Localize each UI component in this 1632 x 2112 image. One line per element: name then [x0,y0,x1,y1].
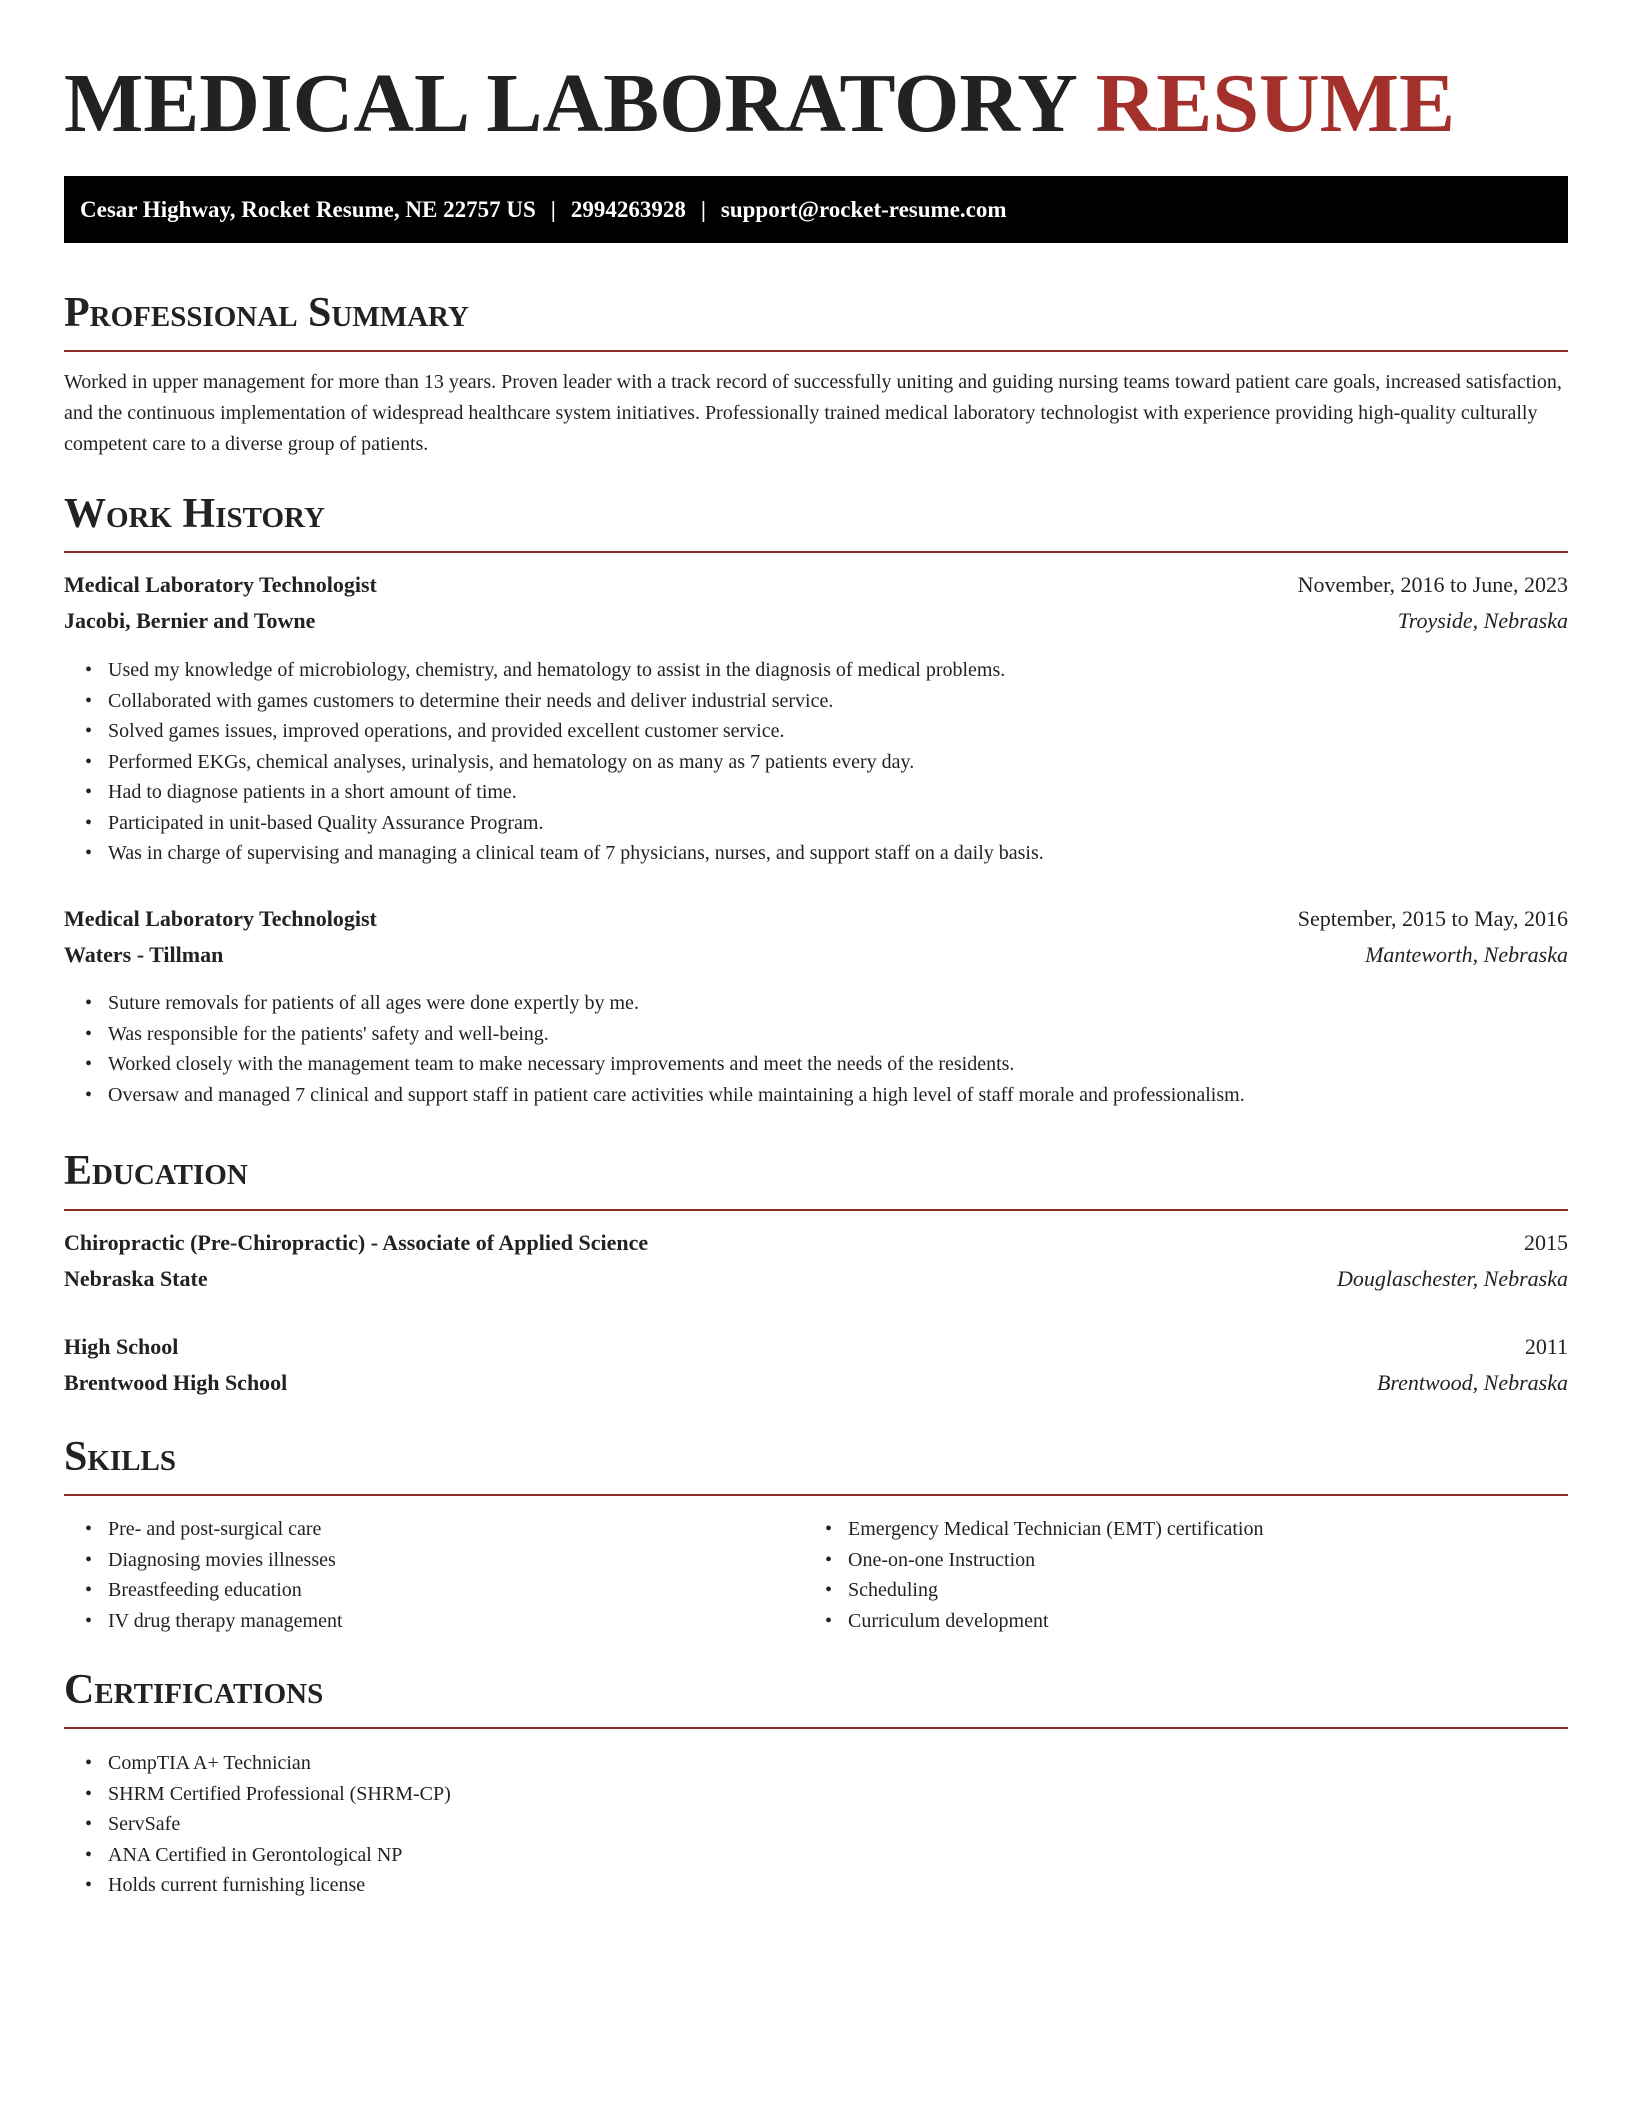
contact-separator: | [700,196,706,222]
job-duties-list [64,655,1044,869]
skills-list-right [804,1514,1263,1636]
list-item: • Emergency Medical Technician (EMT) certification [848,1514,1263,1545]
job-company: Waters - Tillman [64,942,224,967]
list-item: • Worked closely with the management team to make necessary improvements and meet the needs of the residents. [108,1049,1245,1080]
job-dates: September, 2015 to May, 2016 [1297,906,1568,931]
job-company: Jacobi, Bernier and Towne [64,608,316,633]
job-title: Medical Laboratory Technologist [64,906,377,931]
section-divider [64,1209,1568,1211]
section-divider [64,1494,1568,1496]
list-item: • Pre- and post-surgical care [108,1514,343,1545]
contact-separator: | [550,196,556,222]
list-item: • Participated in unit-based Quality Assurance Program. [108,808,1044,839]
education-year: 2015 [1524,1230,1568,1255]
list-item: • Holds current furnishing license [108,1870,451,1901]
job-title-row [64,571,1568,599]
education-year: 2011 [1524,1334,1568,1359]
education-school: Nebraska State [64,1266,208,1291]
list-item: • Diagnosing movies illnesses [108,1545,343,1576]
list-item: • Was responsible for the patients' safety and well-being. [108,1019,1245,1050]
skills-heading: Skills [64,1434,177,1480]
list-item: • One-on-one Instruction [848,1545,1263,1576]
education-school-row [64,1369,1568,1397]
list-item: • Curriculum development [848,1606,1263,1637]
list-item: • ServSafe [108,1809,451,1840]
contact-phone: 2994263928 [570,196,686,222]
job-company-row [64,607,1568,635]
list-item: • Used my knowledge of microbiology, chemistry, and hematology to assist in the diagnosis of medical problems. [108,655,1044,686]
certifications-heading: Certifications [64,1667,324,1713]
section-divider [64,551,1568,553]
list-item: • IV drug therapy management [108,1606,343,1637]
list-item: • Solved games issues, improved operations, and provided excellent customer service. [108,716,1044,747]
job-duties-list [64,988,1245,1110]
job-dates: November, 2016 to June, 2023 [1297,572,1568,597]
education-degree: High School [64,1334,179,1359]
education-heading: Education [64,1148,248,1194]
resume-title [64,56,1455,152]
list-item: • Collaborated with games customers to determine their needs and deliver industrial service. [108,686,1044,717]
list-item: • Oversaw and managed 7 clinical and support staff in patient care activities while maintaining a high level of staff morale and professionalism. [108,1080,1245,1111]
list-item: • Scheduling [848,1575,1263,1606]
contact-email: support@rocket-resume.com [720,196,1007,222]
education-degree: Chiropractic (Pre-Chiropractic) - Associate of Applied Science [64,1230,649,1255]
education-degree-row [64,1229,1568,1257]
job-location: Manteworth, Nebraska [1365,942,1568,967]
education-location: Douglaschester, Nebraska [1337,1266,1568,1291]
list-item: • ANA Certified in Gerontological NP [108,1840,451,1871]
section-divider [64,1727,1568,1729]
list-item: • Was in charge of supervising and managing a clinical team of 7 physicians, nurses, and support staff on a daily basis. [108,838,1044,869]
summary-heading: Professional Summary [64,290,469,336]
education-degree-row [64,1333,1568,1361]
list-item: • Breastfeeding education [108,1575,343,1606]
list-item: • Suture removals for patients of all ages were done expertly by me. [108,988,1245,1019]
education-school-row [64,1265,1568,1293]
list-item: • SHRM Certified Professional (SHRM-CP) [108,1779,451,1810]
contact-bar [64,176,1568,243]
certifications-list [64,1748,451,1901]
list-item: • CompTIA A+ Technician [108,1748,451,1779]
work-history-heading: Work History [64,491,325,537]
section-divider [64,350,1568,352]
contact-address: Cesar Highway, Rocket Resume, NE 22757 US [80,196,536,222]
education-location: Brentwood, Nebraska [1376,1370,1568,1395]
resume-title-accent: RESUME [1095,57,1456,150]
job-title-row [64,905,1568,933]
job-title: Medical Laboratory Technologist [64,572,377,597]
job-location: Troyside, Nebraska [1397,608,1568,633]
resume-title-main: MEDICAL LABORATORY [64,57,1075,150]
list-item: • Had to diagnose patients in a short amount of time. [108,777,1044,808]
education-school: Brentwood High School [64,1370,288,1395]
job-company-row [64,941,1568,969]
summary-text: Worked in upper management for more than 13 years. Proven leader with a track record of successfully uniting and guiding nursing teams toward patient care goals, increased satisfaction, and the continuous implementation of widespread healthcare system initiatives. Professionally trained medical laboratory technologist with experience providing high-quality culturally competent care to a diverse group of patients. [64,371,1562,455]
list-item: • Performed EKGs, chemical analyses, urinalysis, and hematology on as many as 7 patients every day. [108,747,1044,778]
skills-list-left [64,1514,343,1636]
